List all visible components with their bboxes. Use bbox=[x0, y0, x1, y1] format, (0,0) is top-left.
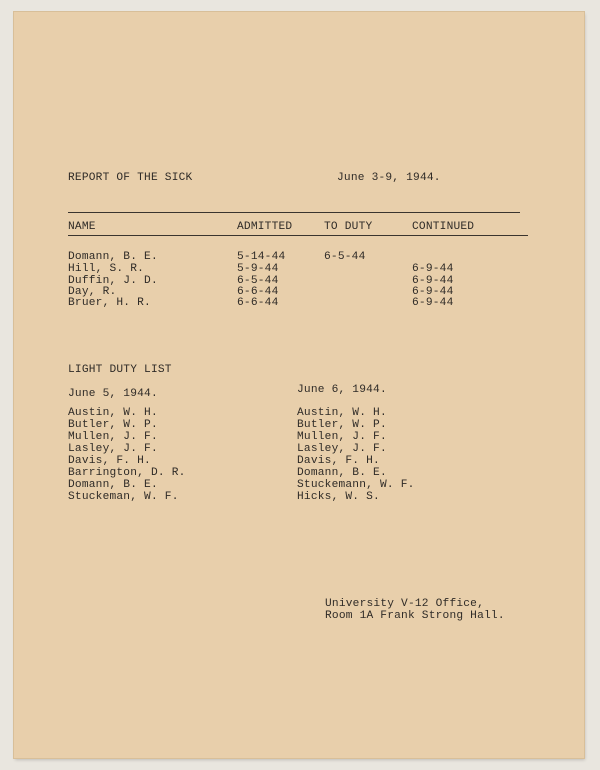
list-item: Stuckemann, W. F. bbox=[297, 479, 415, 491]
header-name: NAME bbox=[68, 221, 96, 233]
row-admitted: 6-6-44 bbox=[237, 286, 279, 298]
report-date: June 3-9, 1944. bbox=[337, 172, 441, 184]
office-name: University V-12 Office, bbox=[325, 598, 485, 610]
row-admitted: 5-9-44 bbox=[237, 263, 279, 275]
row-admitted: 6-5-44 bbox=[237, 275, 279, 287]
list-item: Butler, W. P. bbox=[297, 419, 387, 431]
row-admitted: 6-6-44 bbox=[237, 297, 279, 309]
light-duty-title: LIGHT DUTY LIST bbox=[68, 364, 172, 376]
header-to-duty: TO DUTY bbox=[324, 221, 373, 233]
list-item: Austin, W. H. bbox=[297, 407, 387, 419]
light-duty-list-june5 bbox=[68, 407, 186, 503]
row-to-duty: 6-5-44 bbox=[324, 251, 366, 263]
list-item: Lasley, J. F. bbox=[297, 443, 387, 455]
list-item: Stuckeman, W. F. bbox=[68, 491, 179, 503]
col2-date: June 6, 1944. bbox=[297, 384, 387, 396]
col1-date: June 5, 1944. bbox=[68, 388, 158, 400]
row-name: Bruer, H. R. bbox=[68, 297, 151, 309]
office-location: Room 1A Frank Strong Hall. bbox=[325, 610, 505, 622]
row-admitted: 5-14-44 bbox=[237, 251, 286, 263]
row-name: Domann, B. E. bbox=[68, 251, 158, 263]
list-item: Davis, F. H. bbox=[297, 455, 380, 467]
row-continued: 6-9-44 bbox=[412, 275, 454, 287]
table-header-rule bbox=[68, 235, 528, 236]
header-continued: CONTINUED bbox=[412, 221, 475, 233]
list-item: Austin, W. H. bbox=[68, 407, 158, 419]
list-item: Hicks, W. S. bbox=[297, 491, 380, 503]
list-item: Butler, W. P. bbox=[68, 419, 158, 431]
row-name: Hill, S. R. bbox=[68, 263, 145, 275]
list-item: Davis, F. H. bbox=[68, 455, 151, 467]
report-title: REPORT OF THE SICK bbox=[68, 172, 193, 184]
light-duty-list-june6 bbox=[297, 407, 415, 503]
row-name: Day, R. bbox=[68, 286, 117, 298]
list-item: Mullen, J. F. bbox=[297, 431, 387, 443]
header-admitted: ADMITTED bbox=[237, 221, 293, 233]
row-continued: 6-9-44 bbox=[412, 286, 454, 298]
list-item: Domann, B. E. bbox=[297, 467, 387, 479]
table-top-rule bbox=[68, 212, 520, 213]
list-item: Barrington, D. R. bbox=[68, 467, 186, 479]
list-item: Mullen, J. F. bbox=[68, 431, 158, 443]
row-continued: 6-9-44 bbox=[412, 263, 454, 275]
list-item: Lasley, J. F. bbox=[68, 443, 158, 455]
list-item: Domann, B. E. bbox=[68, 479, 158, 491]
row-continued: 6-9-44 bbox=[412, 297, 454, 309]
row-name: Duffin, J. D. bbox=[68, 275, 158, 287]
